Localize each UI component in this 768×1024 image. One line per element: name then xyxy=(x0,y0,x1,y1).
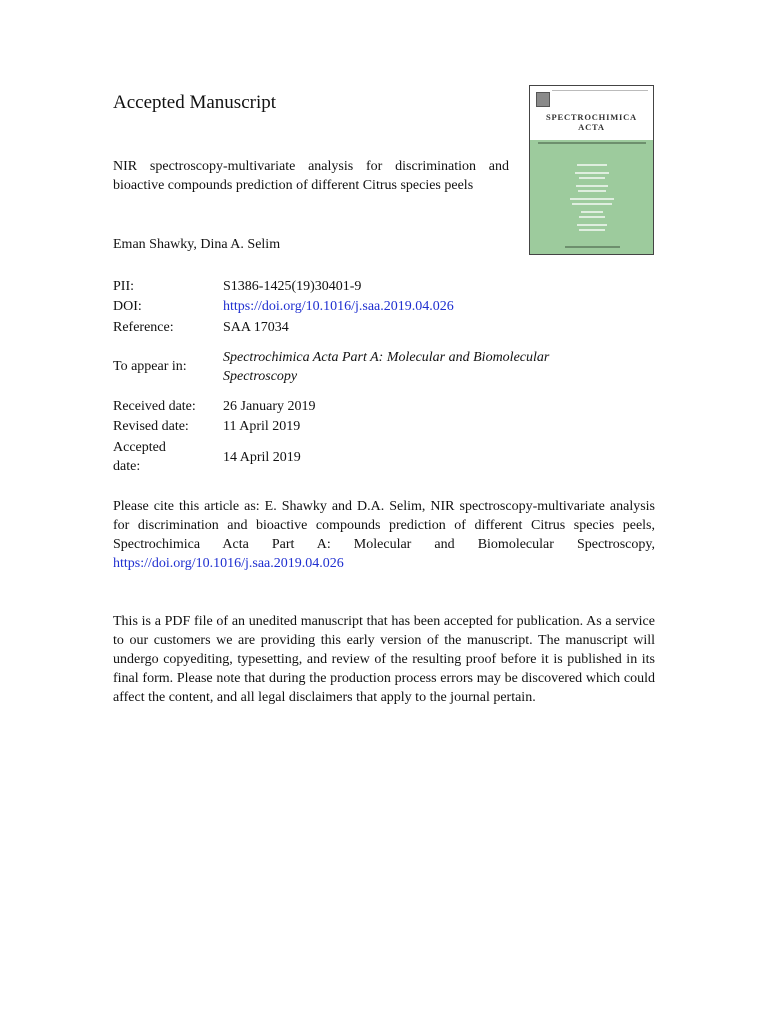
cover-text-line xyxy=(581,211,603,213)
accepted-label: Accepted date: xyxy=(113,440,166,474)
cover-text-line xyxy=(577,224,607,226)
cover-title-line1: SPECTROCHIMICA xyxy=(545,112,637,122)
doi-link[interactable]: https://doi.org/10.1016/j.saa.2019.04.026 xyxy=(223,299,454,314)
cover-text-line xyxy=(579,229,605,231)
revised-label: Revised date: xyxy=(113,419,189,434)
cover-header xyxy=(530,86,653,140)
page-heading: Accepted Manuscript xyxy=(113,92,277,113)
citation-paragraph xyxy=(113,497,655,573)
citation-doi-link[interactable]: https://doi.org/10.1016/j.saa.2019.04.026 xyxy=(113,556,344,571)
cover-text-line xyxy=(579,177,605,179)
cover-header-rule xyxy=(552,90,648,94)
article-authors: Eman Shawky, Dina A. Selim xyxy=(113,237,281,252)
received-label: Received date: xyxy=(113,399,196,414)
cover-title-line2: ACTA xyxy=(578,122,605,132)
reference-label: Reference: xyxy=(113,320,174,335)
appear-value: Spectrochimica Acta Part A: Molecular and Biomolecular Spectroscopy xyxy=(223,350,550,384)
reference-value: SAA 17034 xyxy=(223,320,289,335)
pii-label: PII: xyxy=(113,279,134,294)
publisher-logo-icon xyxy=(536,92,550,107)
cover-subtitle-bar xyxy=(538,142,646,144)
cover-text-line xyxy=(579,216,605,218)
cover-text-line xyxy=(570,198,614,200)
citation-text: Please cite this article as: E. Shawky and D.A. Selim, NIR spectroscopy-multivariate analysis for discrimination and bioactive compounds prediction of different Citrus species peels, Spectrochimica Acta Part A: Molecular and Biomolecular Spectroscopy, xyxy=(113,499,655,552)
cover-text-line xyxy=(578,190,606,192)
accepted-value: 14 April 2019 xyxy=(223,450,301,465)
pii-value: S1386-1425(19)30401-9 xyxy=(223,279,362,294)
cover-text-line xyxy=(572,203,612,205)
disclaimer-paragraph: This is a PDF file of an unedited manuscript that has been accepted for publication. As a service to our customers we are providing this early version of the manuscript. The manuscript will undergo copyediting, typesetting, and review of the resulting proof before it is published in its final form. Please note that during the production process errors may be discovered which could affect the content, and all legal disclaimers that apply to the journal pertain. xyxy=(113,614,655,705)
received-value: 26 January 2019 xyxy=(223,399,316,414)
cover-text-line xyxy=(577,164,607,166)
journal-cover-image xyxy=(529,85,654,255)
doi-label: DOI: xyxy=(113,299,142,314)
cover-journal-title xyxy=(530,112,653,132)
cover-text-line xyxy=(575,172,609,174)
revised-value: 11 April 2019 xyxy=(223,419,301,434)
cover-footer-bar xyxy=(565,246,620,248)
appear-label: To appear in: xyxy=(113,359,187,374)
cover-text-line xyxy=(576,185,608,187)
article-title: NIR spectroscopy-multivariate analysis for discrimination and bioactive compounds prediction of different Citrus species peels xyxy=(113,159,509,193)
